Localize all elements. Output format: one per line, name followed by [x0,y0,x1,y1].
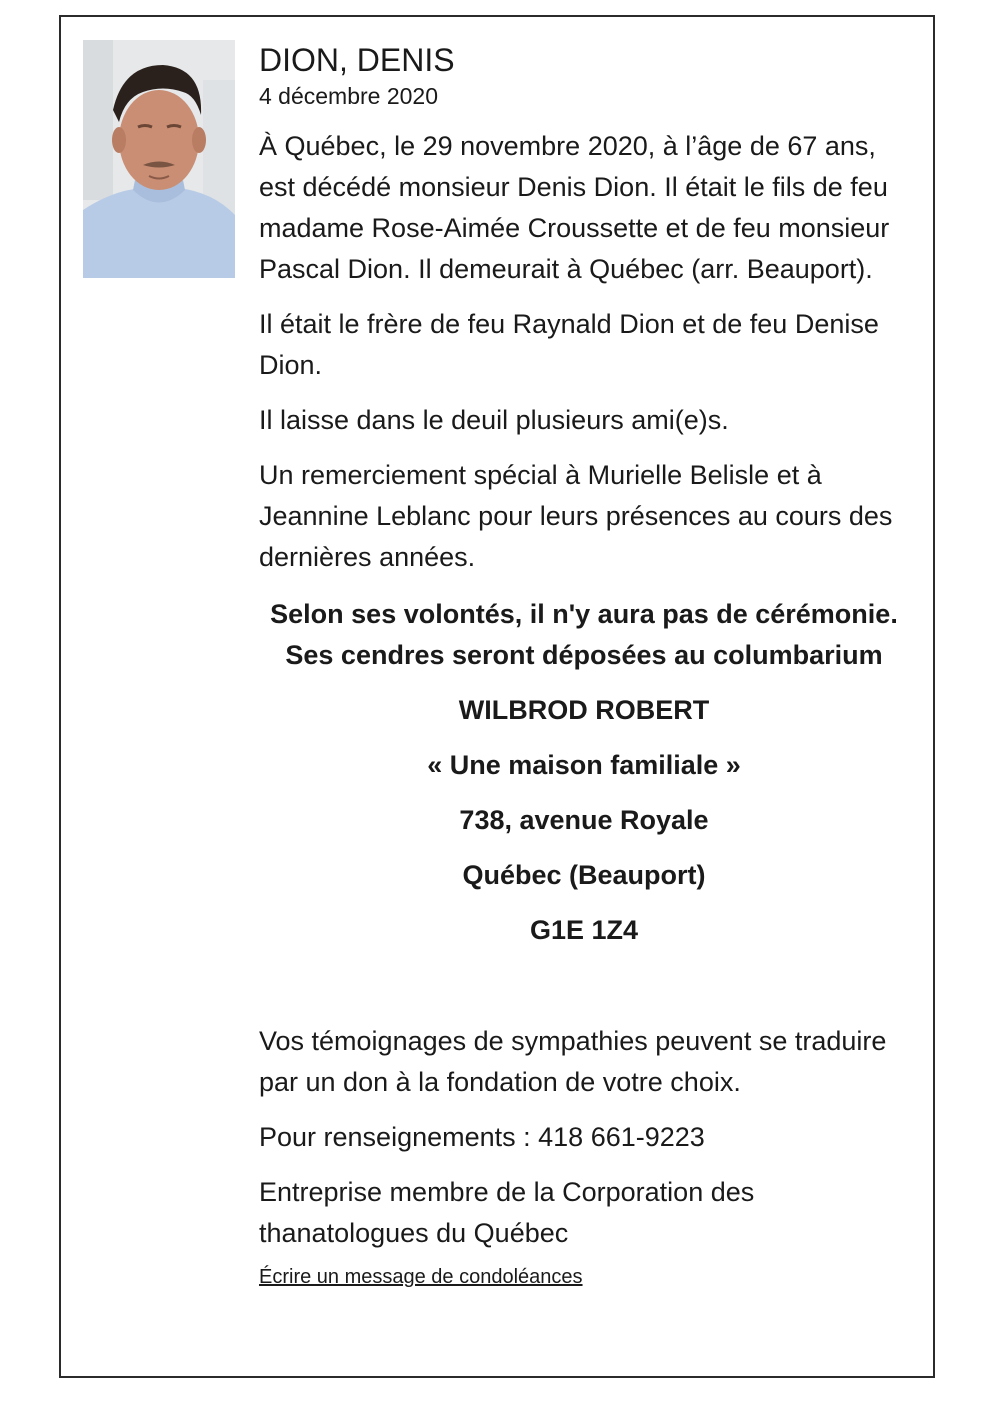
donation-paragraph: Vos témoignages de sympathies peuvent se traduire par un don à la fondation de votre choix. [259,1026,887,1097]
death-announcement: À Québec, le 29 novembre 2020, à l’âge de 67 ans, est décédé monsieur Denis Dion. Il était le fils de feu madame Rose-Aimée Croussette et de feu monsieur Pascal Dion. Il demeurait à Québec (arr. Beauport). [259,131,890,284]
survivors-paragraph: Il laisse dans le deuil plusieurs ami(e)s. [259,405,729,435]
membership-paragraph: Entreprise membre de la Corporation des thanatologues du Québec [259,1177,755,1248]
funeral-home-address: 738, avenue Royale [459,805,709,835]
condolence-link[interactable]: Écrire un message de condoléances [259,1266,583,1288]
portrait-photo [83,40,235,278]
funeral-home-name: WILBROD ROBERT [458,695,710,725]
funeral-home-slogan: « Une maison familiale » [427,750,741,780]
contact-paragraph: Pour renseignements : 418 661-9223 [259,1122,705,1152]
spacer [259,951,909,1009]
deceased-name: DION, DENIS [259,42,455,78]
ceremony-notice: Selon ses volontés, il n'y aura pas de cérémonie. Ses cendres seront déposées au columbarium [270,599,898,670]
family-paragraph: Il était le frère de feu Raynald Dion et de feu Denise Dion. [259,309,879,380]
funeral-home-postal-code: G1E 1Z4 [529,915,639,945]
portrait-image [83,40,235,278]
thanks-paragraph: Un remerciement spécial à Murielle Belisle et à Jeannine Leblanc pour leurs présences au cours des dernières années. [259,460,893,572]
obituary-content [259,40,909,1290]
funeral-home-city: Québec (Beauport) [462,860,706,890]
publication-date: 4 décembre 2020 [259,83,439,109]
